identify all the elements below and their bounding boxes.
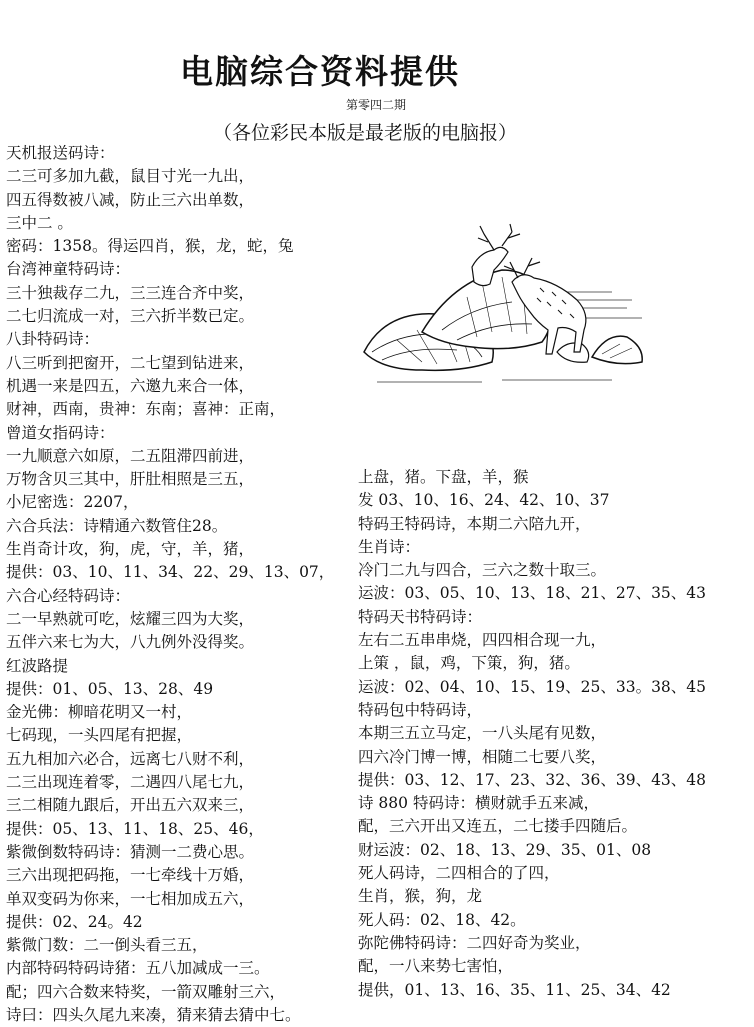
left-column-line: 金光佛：柳暗花明又一村， <box>6 703 193 722</box>
deer-illustration <box>362 222 647 392</box>
right-column-line: 财运波：02、18、13、29、35、01、08 <box>358 840 652 859</box>
left-column-line: 二三可多加九截，鼠目寸光一九出， <box>6 167 255 186</box>
left-column-line: 一九顺意六如原，二五阻滞四前进， <box>6 446 255 465</box>
left-column-line: 红波路提 <box>6 656 69 675</box>
left-column-line: 提供：05、13、11、18、25、46， <box>6 819 264 838</box>
left-column-line: 曾道女指码诗： <box>6 423 115 442</box>
right-column-line: 本期三五立马定，一八头尾有见数， <box>358 724 607 743</box>
subtitle: （各位彩民本版是最老版的电脑报） <box>212 122 517 144</box>
right-column-line: 配，三六开出又连五，二七搂手四随后。 <box>358 817 638 836</box>
right-column-line: 上策 ，鼠，鸡，下策，狗，猪。 <box>358 654 580 673</box>
left-column-line: 七码现，一头四尾有把握， <box>6 726 193 745</box>
left-column-line: 万物含贝三其中，肝肚相照是三五， <box>6 470 255 489</box>
left-column-line: 天机报送码诗： <box>6 144 115 162</box>
right-column-line: 诗 880 特码诗：横财就手五来减， <box>358 794 599 813</box>
left-column-line: 紫微门数：二一倒头看三五， <box>6 936 208 955</box>
left-column-line: 二七归流成一对，三六折半数已定。 <box>6 307 255 326</box>
left-column-line: 机遇一来是四五，六邀九来合一体， <box>6 376 255 395</box>
page-title: 电脑综合资料提供 <box>180 52 460 91</box>
right-column <box>358 466 706 1002</box>
right-column-line: 运波：02、04、10、15、19、25、33。38、45 <box>358 677 707 696</box>
right-column-line: 死人码诗，二四相合的了四， <box>358 864 560 883</box>
right-column-line: 特码王特码诗，本期二六陪九开， <box>358 514 591 533</box>
left-column-line: 八三听到把窗开，二七望到钻进来， <box>6 353 255 372</box>
right-column-line: 配，一八来势七害怕， <box>358 957 514 976</box>
left-column-line: 八卦特码诗： <box>6 330 100 349</box>
right-column-line: 提供：03、12、17、23、32、36、39、43、48 <box>358 770 707 789</box>
left-column-line: 二三出现连着零，二遇四八尾七九， <box>6 773 255 792</box>
left-column-line: 五伴六来七为大，八九例外没得奖。 <box>6 633 255 652</box>
left-column-line: 配；四六合数来特奖，一箭双雕射三六， <box>6 982 286 1001</box>
right-column-line: 弥陀佛特码诗：二四好奇为奖业， <box>358 933 591 952</box>
left-column-line: 三十独裁存二九，三三连合齐中奖， <box>6 283 255 302</box>
right-column-line: 四六冷门博一博，相随二七要八奖， <box>358 747 607 766</box>
left-column <box>6 142 334 1027</box>
left-column-line: 五九相加六必合，远离七八财不利， <box>6 749 255 768</box>
left-column-line: 生肖奇计攻，狗，虎，守，羊，猪， <box>6 540 255 559</box>
right-column-line: 生肖诗： <box>358 537 421 556</box>
left-column-line: 提供：01、05、13、28、49 <box>6 679 214 698</box>
left-column-line: 小尼密选：2207， <box>6 493 139 512</box>
left-column-line: 台湾神童特码诗： <box>6 260 131 279</box>
left-column-line: 三六出现把码拖，一七牵线十万婚， <box>6 866 255 885</box>
left-column-line: 二一早熟就可吃，炫耀三四为大奖， <box>6 609 255 628</box>
left-column-line: 紫微倒数特码诗：猜测一二费心思。 <box>6 842 255 861</box>
right-column-line: 发 03、10、16、24、42、10、37 <box>358 491 610 510</box>
right-column-line: 运波：03、05、10、13、18、21、27、35、43 <box>358 584 707 603</box>
right-column-line: 死人码：02、18、42。 <box>358 910 526 929</box>
right-column-line: 冷门二九与四合，三六之数十取三。 <box>358 561 607 580</box>
right-column-line: 提供，01、13、16、35、11、25、34、42 <box>358 980 671 999</box>
issue-number: 第零四二期 <box>346 98 407 112</box>
left-column-line: 内部特码特码诗猪：五八加减成一三。 <box>6 959 270 978</box>
left-column-line: 财神，西南，贵神：东南；喜神：正南， <box>6 400 286 419</box>
left-column-line: 六合兵法：诗精通六数管住28。 <box>6 516 228 535</box>
left-column-line: 提供：03、10、11、34、22、29、13、07， <box>6 563 335 582</box>
right-column-line: 特码天书特码诗： <box>358 607 483 626</box>
right-column-line: 生肖，猴，狗，龙 <box>358 887 483 906</box>
left-column-line: 密码：1358。得运四肖，猴，龙，蛇，兔 <box>6 237 294 256</box>
right-column-line: 特码包中特码诗， <box>358 700 483 719</box>
left-column-line: 单双变码为你来，一七相加成五六， <box>6 889 255 908</box>
left-column-line: 三二相随九跟后，开出五六双来三， <box>6 796 255 815</box>
left-column-line: 三中二 。 <box>6 213 73 232</box>
left-column-line: 四五得数被八减，防止三六出单数， <box>6 190 255 209</box>
left-column-line: 诗曰：四头久尾九来凑，猜来猜去猜中七。 <box>6 1005 301 1024</box>
right-column-line: 左右二五串串烧，四四相合现一九， <box>358 631 607 650</box>
left-column-line: 六合心经特码诗： <box>6 586 131 605</box>
right-column-line: 上盘，猪。下盘，羊，猴 <box>358 468 529 486</box>
left-column-line: 提供：02、24。42 <box>6 912 143 931</box>
